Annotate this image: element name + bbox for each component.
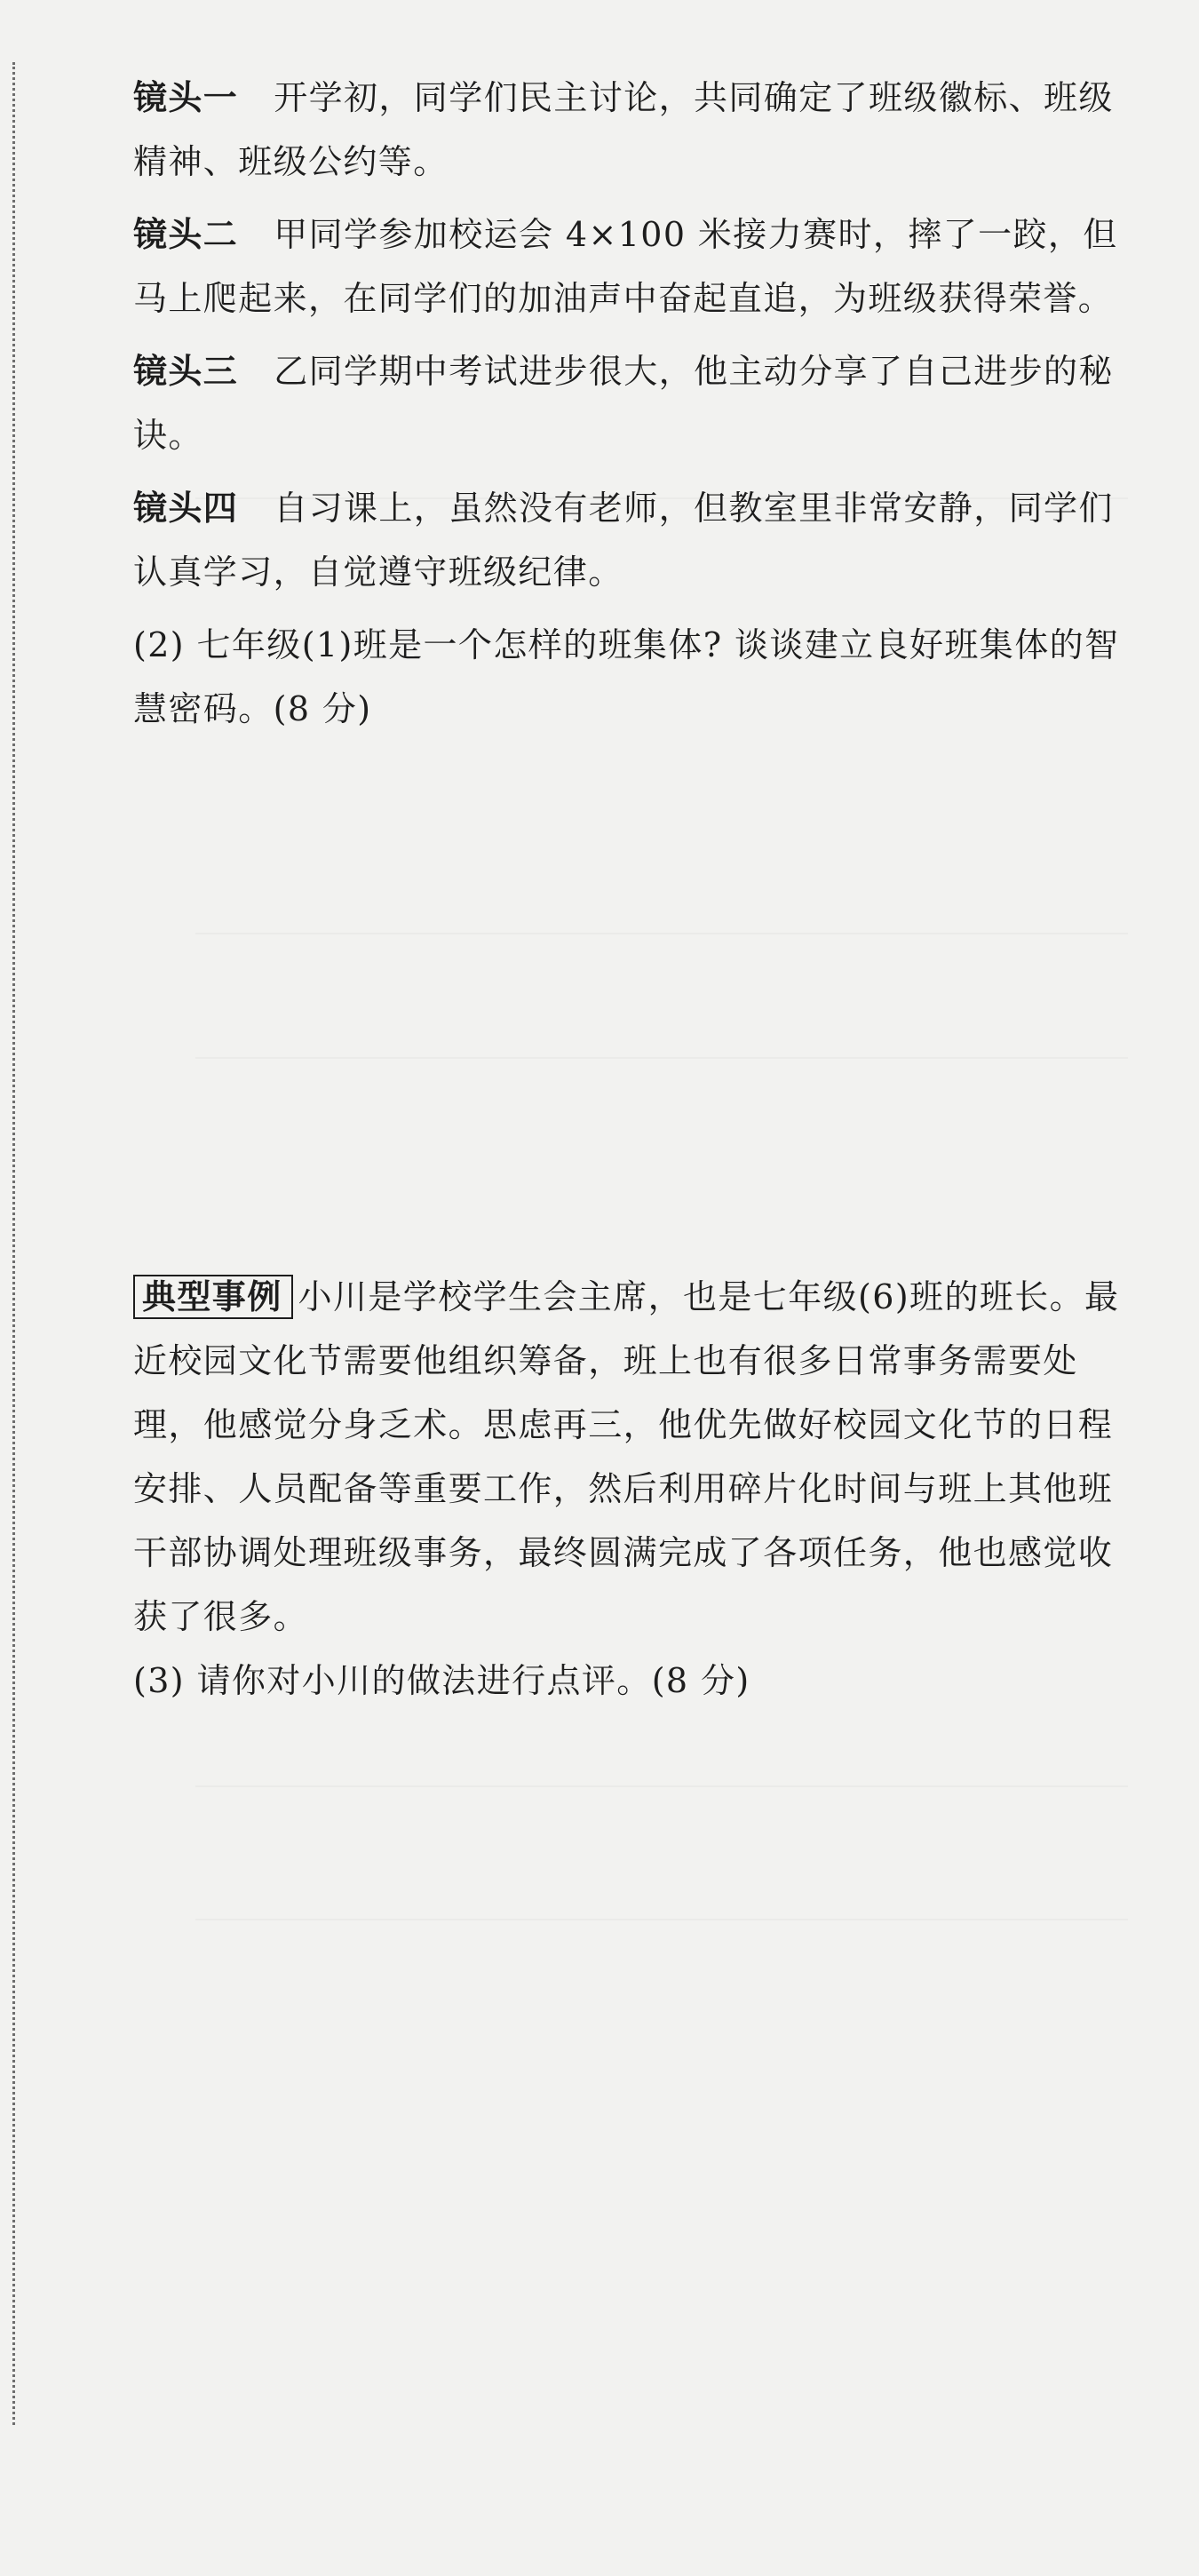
shots-section xyxy=(133,66,1137,741)
page-edge-dotted-line xyxy=(12,62,15,2425)
shot-label: 镜头二 xyxy=(133,215,239,254)
question-2: (2) 七年级(1)班是一个怎样的班集体? 谈谈建立良好班集体的智慧密码。(8 分) xyxy=(133,625,1120,728)
case-section xyxy=(133,1265,1137,1713)
shot-paragraph xyxy=(133,476,1137,604)
shot-paragraph xyxy=(133,339,1137,467)
bleed-through-mark xyxy=(195,1057,1128,1059)
shot-text: 开学初，同学们民主讨论，共同确定了班级徽标、班级精神、班级公约等。 xyxy=(133,78,1114,181)
shot-label: 镜头一 xyxy=(133,78,239,117)
case-text: 小川是学校学生会主席，也是七年级(6)班的班长。最近校园文化节需要他组织筹备，班上也有很多日常事务需要处理，他感觉分身乏术。思虑再三，他优先做好校园文化节的日程安排、人员配备等重要工作，然后利用碎片化时间与班上其他班干部协调处理班级事务，最终圆满完成了各项任务，他也感觉收获了很多。 xyxy=(133,1277,1120,1636)
bleed-through-mark xyxy=(195,1785,1128,1787)
bleed-through-mark xyxy=(195,933,1128,934)
shot-text: 乙同学期中考试进步很大，他主动分享了自己进步的秘诀。 xyxy=(133,352,1114,455)
shot-label: 镜头四 xyxy=(133,489,239,528)
shot-paragraph xyxy=(133,66,1137,194)
question-3: (3) 请你对小川的做法进行点评。(8 分) xyxy=(133,1661,750,1700)
shot-label: 镜头三 xyxy=(133,352,239,391)
shot-text: 甲同学参加校运会 4×100 米接力赛时，摔了一跤，但马上爬起来，在同学们的加油声中奋起直追，为班级获得荣誉。 xyxy=(133,215,1118,318)
bleed-through-mark xyxy=(195,1919,1128,1920)
shot-text: 自习课上，虽然没有老师，但教室里非常安静，同学们认真学习，自觉遵守班级纪律。 xyxy=(133,489,1114,592)
case-label: 典型事例 xyxy=(133,1275,291,1319)
shot-paragraph xyxy=(133,203,1137,330)
case-paragraph xyxy=(133,1265,1137,1649)
